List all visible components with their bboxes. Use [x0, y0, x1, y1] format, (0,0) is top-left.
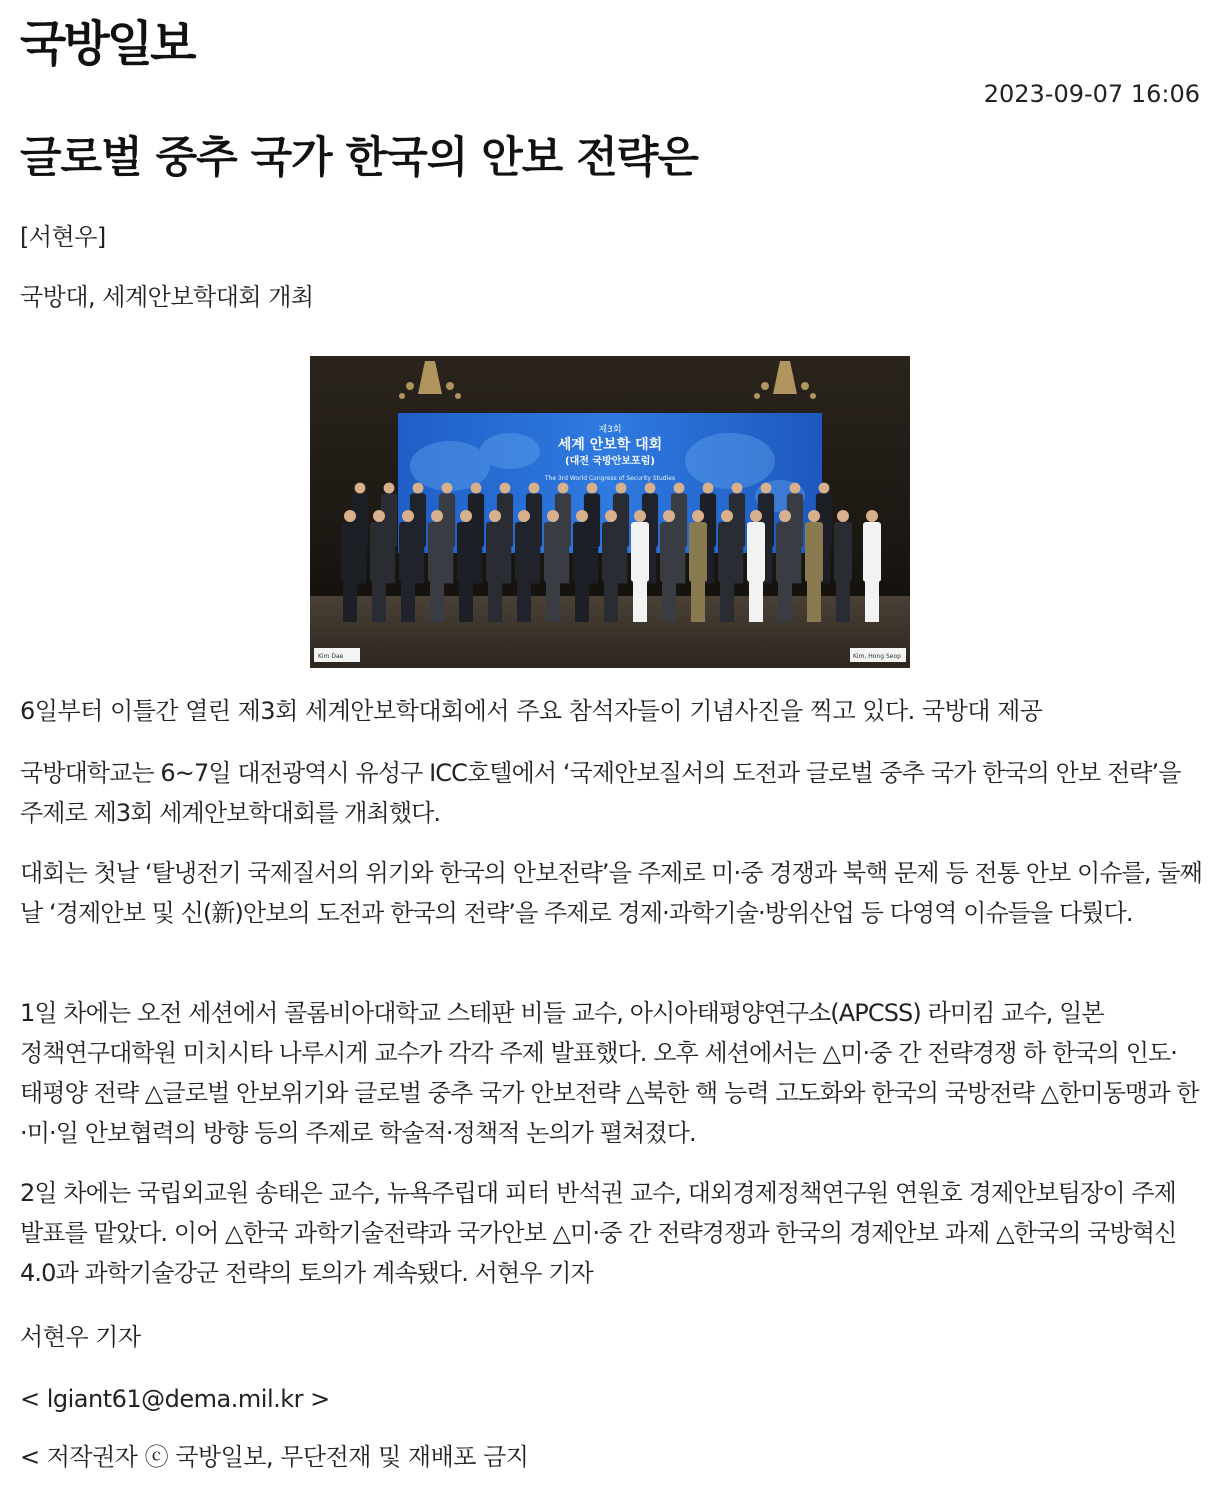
- article-title: 글로벌 중추 국가 한국의 안보 전략은: [20, 133, 698, 183]
- attendee-figure: [370, 522, 388, 582]
- photo-caption: 6일부터 이틀간 열린 제3회 세계안보학대회에서 주요 참석자들이 기념사진을 찍고 있다. 국방대 제공: [20, 697, 1043, 725]
- attendee-figure: [865, 582, 879, 622]
- attendee-figure: [442, 483, 453, 494]
- copyright-notice: < 저작권자 ⓒ 국방일보, 무단전재 및 재배포 금지: [20, 1443, 529, 1471]
- attendee-figure: [749, 582, 763, 622]
- attendee-figure: [779, 510, 791, 522]
- attendee-figure: [808, 510, 820, 522]
- attendee-figure: [343, 582, 357, 622]
- attendee-figure: [575, 582, 589, 622]
- attendee-figure: [430, 582, 444, 622]
- attendee-figure: [718, 522, 736, 582]
- attendee-figure: [399, 522, 417, 582]
- attendee-figure: [460, 510, 472, 522]
- attendee-figure: [402, 510, 414, 522]
- attendee-figure: [866, 510, 878, 522]
- attendee-figure: [355, 483, 366, 494]
- attendee-figure: [747, 522, 765, 582]
- attendee-figure: [692, 510, 704, 522]
- attendee-figure: [778, 582, 792, 622]
- attendee-figure: [807, 582, 821, 622]
- banner-line1: 제3회: [598, 425, 622, 435]
- article-paragraph: 2일 차에는 국립외교원 송태은 교수, 뉴욕주립대 피터 반석권 교수, 대외경제정책연구원 연원호 경제안보팀장이 주제 발표를 맡았다. 이어 △한국 과학기술전략과 국가안보 △미·중 간 전략경쟁과 한국의 경제안보 과제 △한국의 국방혁신 4.0과 과학기술강군 전략의 토의가 계속됐다. 서현우 기자: [20, 1179, 1177, 1287]
- attendee-figure: [836, 582, 850, 622]
- newspaper-logo[interactable]: 국방일보: [20, 16, 194, 72]
- article-photo: [310, 356, 910, 668]
- attendee-figure: [372, 582, 386, 622]
- nameplate-left: Kim Dae: [318, 653, 344, 660]
- attendee-figure: [631, 522, 649, 582]
- attendee-figure: [634, 510, 646, 522]
- reporter-email[interactable]: < lgiant61@dema.mil.kr >: [20, 1385, 330, 1413]
- attendee-figure: [515, 522, 533, 582]
- attendee-figure: [660, 522, 678, 582]
- reporter-signature: 서현우 기자: [20, 1323, 141, 1351]
- attendee-figure: [544, 522, 562, 582]
- banner-line4: The 3rd World Congress of Security Studies: [544, 475, 676, 482]
- banner-line3: (대전 국방안보포럼): [565, 456, 655, 467]
- attendee-figure: [401, 582, 415, 622]
- attendee-figure: [344, 510, 356, 522]
- attendee-figure: [488, 582, 502, 622]
- attendee-figure: [837, 510, 849, 522]
- attendee-figure: [518, 510, 530, 522]
- article-byline: [서현우]: [20, 223, 106, 251]
- attendee-figure: [546, 582, 560, 622]
- attendee-figure: [662, 582, 676, 622]
- article-paragraph: 대회는 첫날 ‘탈냉전기 국제질서의 위기와 한국의 안보전략’을 주제로 미·중 경쟁과 북핵 문제 등 전통 안보 이슈를, 둘째 날 ‘경제안보 및 신(新)안보의 도전과 한국의 전략’을 주제로 경제·과학기술·방위산업 등 다영역 이슈들을 다뤘다.: [20, 859, 1202, 927]
- attendee-figure: [645, 483, 656, 494]
- attendee-figure: [834, 522, 852, 582]
- attendee-figure: [471, 483, 482, 494]
- attendee-figure: [573, 522, 591, 582]
- attendee-figure: [750, 510, 762, 522]
- article-subtitle: 국방대, 세계안보학대회 개최: [20, 283, 314, 311]
- attendee-figure: [529, 483, 540, 494]
- article-paragraph: 국방대학교는 6~7일 대전광역시 유성구 ICC호텔에서 ‘국제안보질서의 도전과 글로벌 중추 국가 한국의 안보 전략’을 주제로 제3회 세계안보학대회를 개최했다.: [20, 759, 1181, 827]
- attendee-figure: [805, 522, 823, 582]
- attendee-figure: [605, 510, 617, 522]
- attendee-figure: [703, 483, 714, 494]
- attendee-figure: [413, 483, 424, 494]
- attendee-figure: [373, 510, 385, 522]
- attendee-figure: [457, 522, 475, 582]
- attendee-figure: [558, 483, 569, 494]
- attendee-figure: [776, 522, 794, 582]
- attendee-figure: [517, 582, 531, 622]
- attendee-figure: [576, 510, 588, 522]
- attendee-figure: [732, 483, 743, 494]
- attendee-figure: [689, 522, 707, 582]
- attendee-figure: [341, 522, 359, 582]
- attendee-figure: [819, 483, 830, 494]
- attendee-figure: [761, 483, 772, 494]
- attendee-figure: [428, 522, 446, 582]
- attendee-figure: [863, 522, 881, 582]
- attendee-figure: [663, 510, 675, 522]
- attendee-figure: [790, 483, 801, 494]
- attendee-figure: [720, 582, 734, 622]
- attendee-figure: [721, 510, 733, 522]
- nameplate-right: Kim, Hong Seop: [853, 653, 901, 660]
- attendee-figure: [633, 582, 647, 622]
- attendee-figure: [602, 522, 620, 582]
- attendee-figure: [587, 483, 598, 494]
- attendee-figure: [691, 582, 705, 622]
- attendee-figure: [604, 582, 618, 622]
- attendee-figure: [431, 510, 443, 522]
- attendee-figure: [459, 582, 473, 622]
- attendee-figure: [489, 510, 501, 522]
- attendee-figure: [384, 483, 395, 494]
- attendee-figure: [547, 510, 559, 522]
- attendee-figure: [500, 483, 511, 494]
- attendee-figure: [616, 483, 627, 494]
- publish-date: 2023-09-07 16:06: [983, 80, 1200, 108]
- article-paragraph: 1일 차에는 오전 세션에서 콜롬비아대학교 스테판 비들 교수, 아시아태평양연구소(APCSS) 라미킴 교수, 일본 정책연구대학원 미치시타 나루시게 교수가 각각 주제 발표했다. 오후 세션에서는 △미·중 간 전략경쟁 하 한국의 인도·태평양 전략 △글로벌 안보위기와 글로벌 중추 국가 안보전략 △북한 핵 능력 고도화와 한국의 국방전략 △한미동맹과 한·미·일 안보협력의 방향 등의 주제로 학술적·정책적 논의가 펼쳐졌다.: [20, 999, 1199, 1147]
- attendee-figure: [486, 522, 504, 582]
- attendee-figure: [674, 483, 685, 494]
- banner-line2: 세계 안보학 대회: [557, 437, 663, 453]
